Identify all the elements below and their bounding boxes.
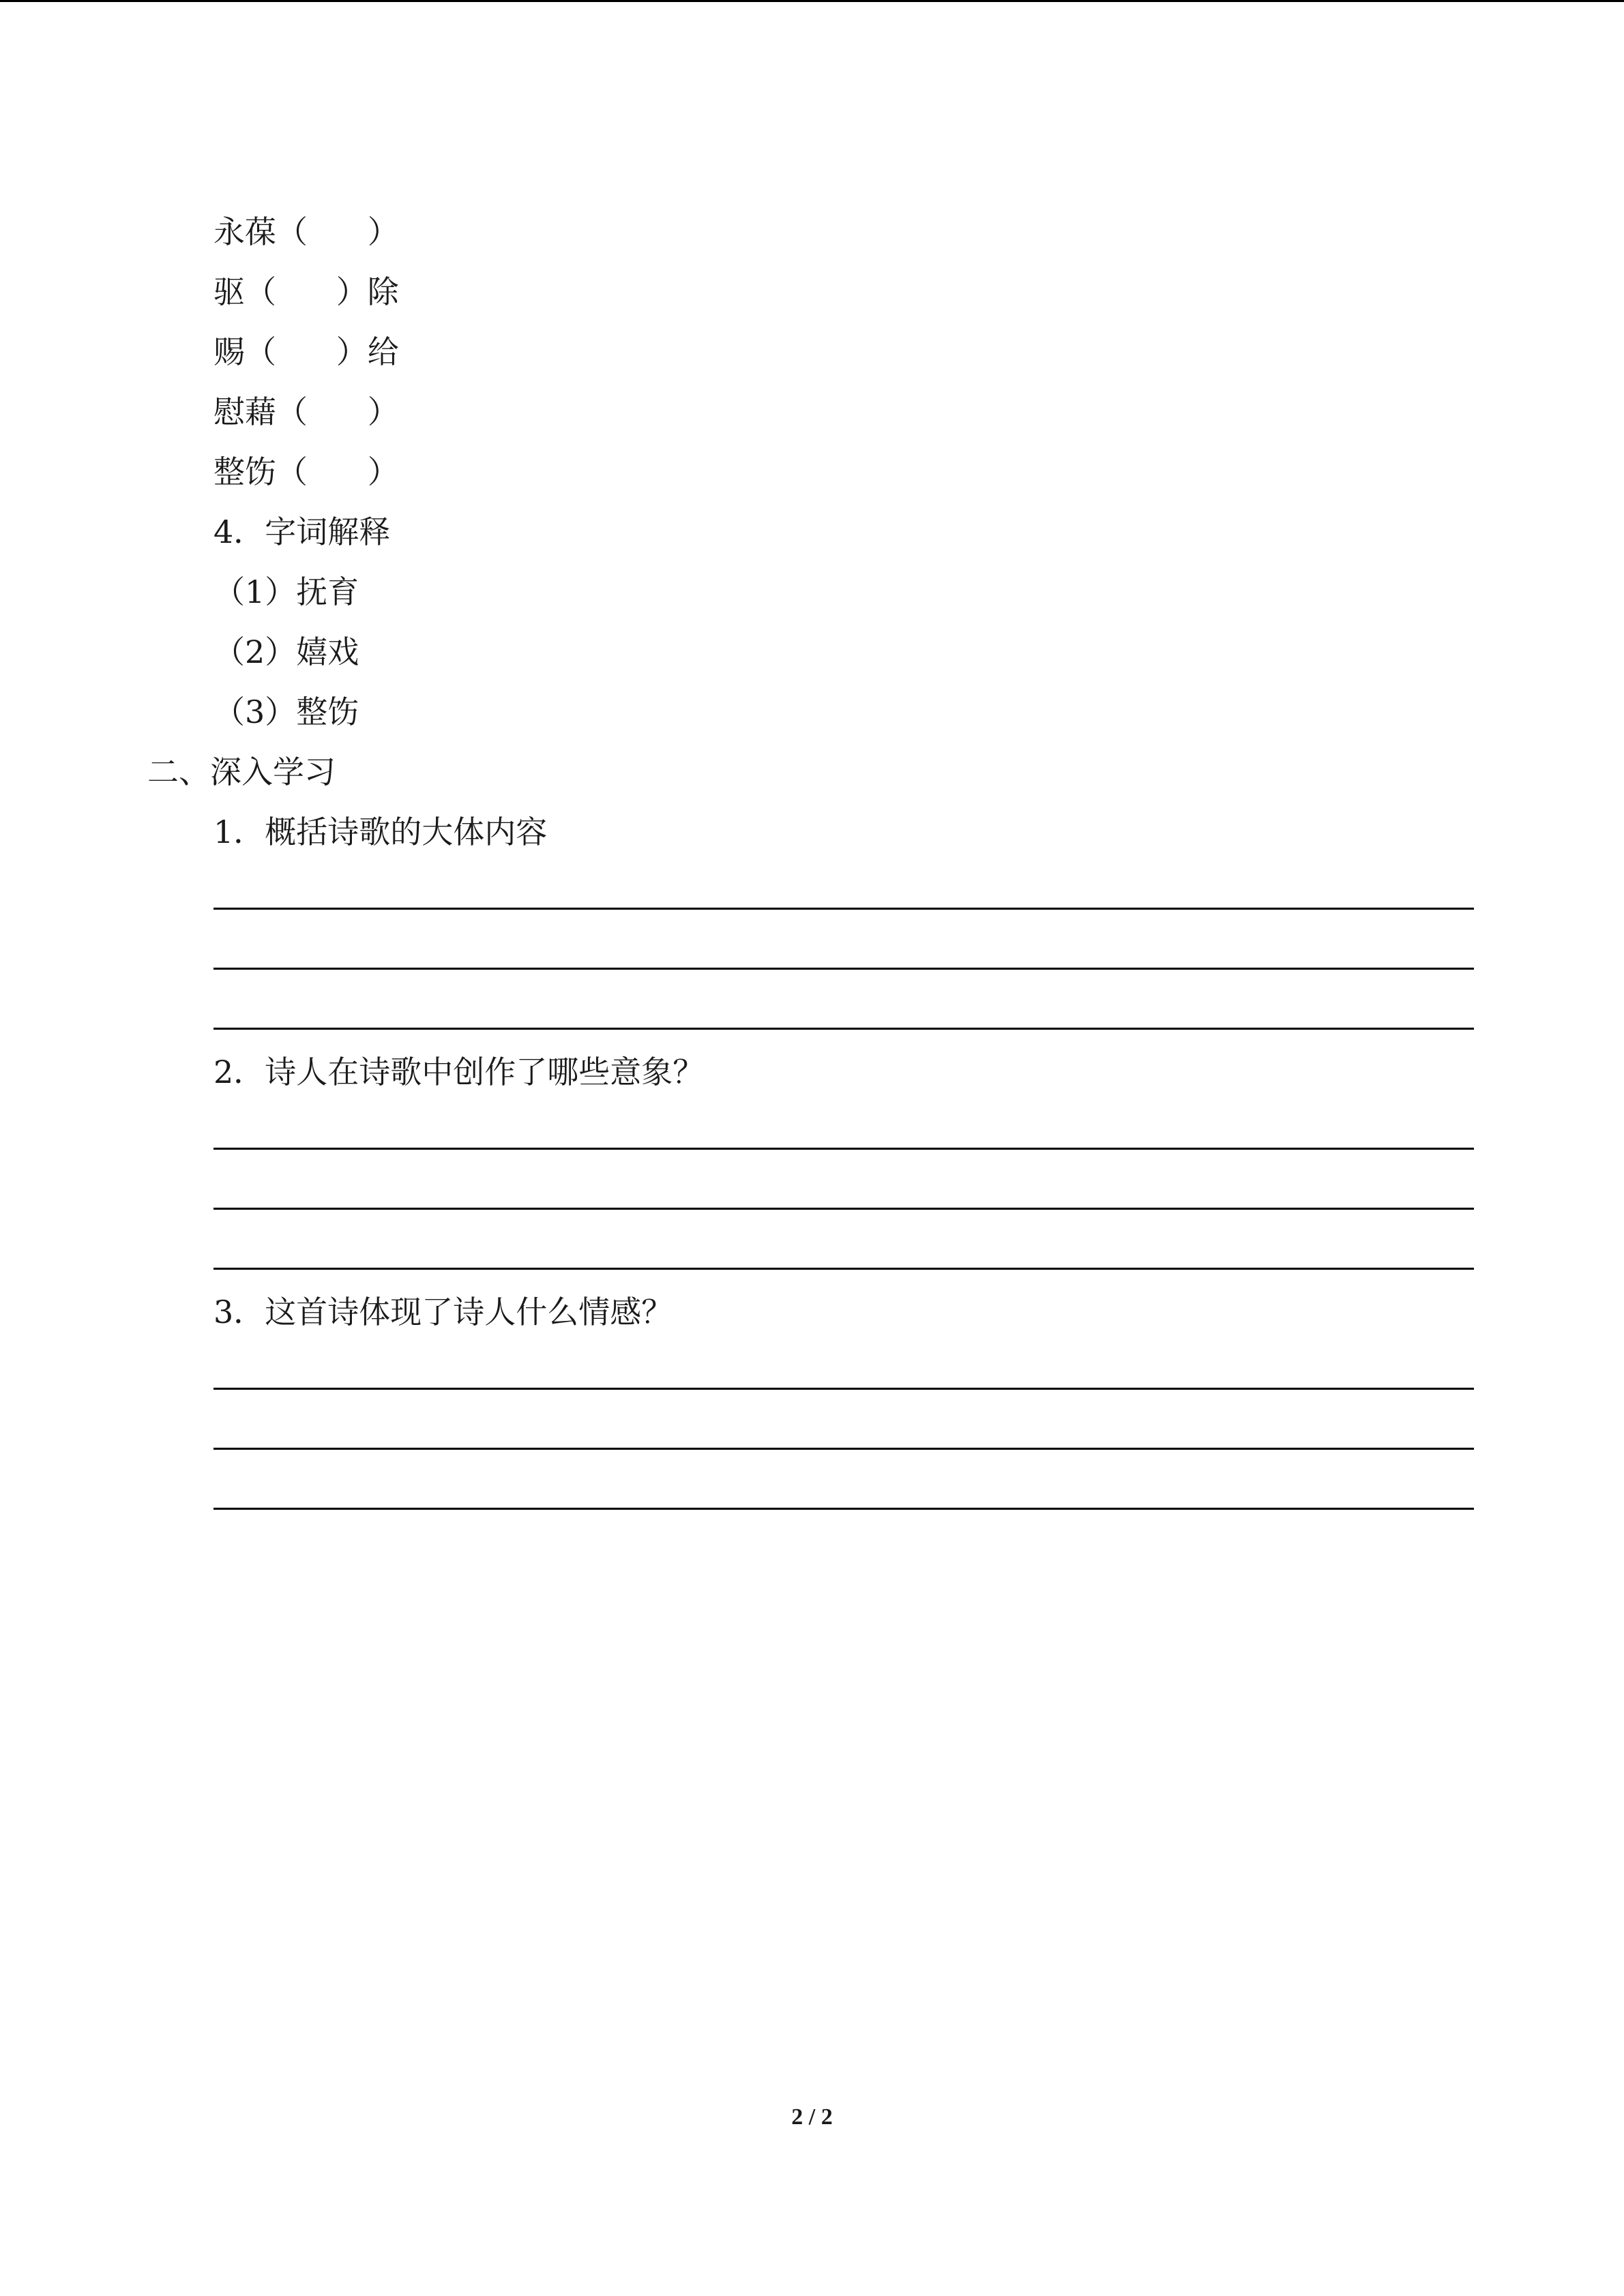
page-top-border — [0, 0, 1624, 2]
q4-item-3: （3）整饬 — [213, 694, 359, 730]
pinyin-item-5: 整饬（ ） — [213, 453, 399, 490]
section2-question-2: 2．诗人在诗歌中创作了哪些意象？ — [213, 1054, 705, 1090]
q4-item-2: （2）嬉戏 — [213, 633, 359, 670]
answer-line[interactable] — [213, 908, 1474, 910]
q4-heading: 4．字词解释 — [213, 513, 391, 550]
pinyin-item-1: 永葆（ ） — [213, 213, 399, 250]
answer-line[interactable] — [213, 968, 1474, 970]
answer-line[interactable] — [213, 1508, 1474, 1510]
answer-line[interactable] — [213, 1448, 1474, 1450]
q4-item-1: （1）抚育 — [213, 573, 359, 610]
answer-line[interactable] — [213, 1388, 1474, 1390]
pinyin-item-4: 慰藉（ ） — [213, 393, 399, 430]
section2-heading: 二、深入学习 — [147, 754, 336, 790]
pinyin-item-3: 赐（ ）给 — [213, 333, 399, 370]
pinyin-item-2: 驱（ ）除 — [213, 273, 399, 310]
section2-question-3: 3．这首诗体现了诗人什么情感？ — [213, 1294, 673, 1330]
answer-line[interactable] — [213, 1208, 1474, 1210]
answer-line[interactable] — [213, 1028, 1474, 1030]
section2-question-1: 1．概括诗歌的大体内容 — [213, 814, 548, 850]
answer-line[interactable] — [213, 1268, 1474, 1270]
answer-line[interactable] — [213, 1148, 1474, 1150]
page-number: 2 / 2 — [791, 2104, 833, 2130]
